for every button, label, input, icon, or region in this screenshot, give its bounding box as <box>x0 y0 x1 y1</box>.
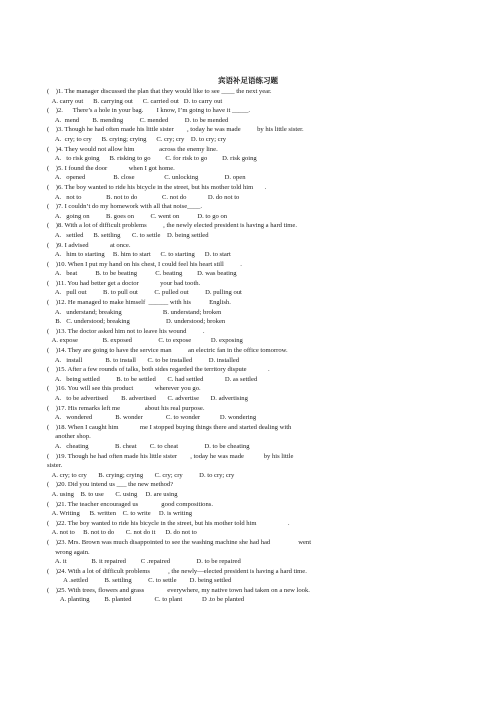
page-title: 宾语补足语练习题 <box>218 76 278 85</box>
line: ( )22. The boy wanted to ride his bicycle in the street, but his mother told him . <box>47 519 290 527</box>
line: ( )6. The boy wanted to ride his bicycle in the street, but his mother told him . <box>47 183 267 191</box>
line: A. opened B. close C. unlocking D. open <box>47 174 246 182</box>
line: ( )14. They are going to have the service man an electric fan in the office tomorrow. <box>47 347 288 355</box>
line: A. to be advertised B. advertised C. advertise D. advertising <box>47 395 248 402</box>
line: A. mend B. mending C. mended D. to be mended <box>47 116 229 124</box>
line: ( )17. His remarks left me about his real purpose. <box>47 404 205 412</box>
line: A. beat B. to be beating C. beating D. was beating <box>47 270 237 278</box>
line: ( )1. The manager discussed the plan that they would like to see ____ the next year. <box>47 88 272 95</box>
line: A. pull out B. to pull out C. pulled out D. pulling out <box>47 289 242 297</box>
line: A. planting B. planted C. to plant D .to be planted <box>47 596 245 604</box>
line: ( )11. You had better get a doctor your bad tooth. <box>47 279 201 287</box>
line: A. cry; to cry B. crying; crying C. cry; cry D. to cry; cry <box>47 471 235 479</box>
line: A. carry out B. carrying out C. carried out D. to carry out <box>47 97 223 105</box>
line: A. it B. it repaired C .repaired D. to be repaired <box>47 558 241 566</box>
line: A. understand; breaking B. understand; broken <box>47 308 222 316</box>
line: ( )12. He managed to make himself ______ with his English. <box>47 299 231 307</box>
line: ( )18. When I caught him me I stopped buying things there and started dealing with <box>47 423 292 431</box>
line: A. cry; to cry B. crying; crying C. cry; cry D. to cry; cry <box>47 135 227 143</box>
line: B. C. understood; breaking D. understood; broken <box>47 318 226 326</box>
line: A. install B. to install C. to be installed D. installed <box>47 356 240 364</box>
line: A. settled B. settling C. to settle D. being settled <box>47 231 209 239</box>
line: ( )5. I found the door when I got home. <box>47 164 175 172</box>
line: A. him to starting B. him to start C. to starting D. to start <box>47 251 231 259</box>
line: A. being settled B. to be settled C. had settled D. as settled <box>47 375 258 383</box>
line: A .settled B. settling C. to settle D. being settled <box>47 577 232 585</box>
line: A. using B. to use C. using D. are using <box>47 490 178 498</box>
line: A. wondered B. wonder C. to wonder D. wondering <box>47 414 257 422</box>
line: A. not to B. not to do C. not do D. do not to <box>47 193 240 201</box>
line: A. Writing B. written C. to write D. is writing <box>47 510 193 518</box>
line: another shop. <box>47 433 91 441</box>
line: ( )13. The doctor asked him not to leave his wound . <box>47 327 205 335</box>
line: ( )10. When I put my hand on his chest, I could feel his heart still . <box>47 260 242 268</box>
line: A. going on B. goes on C. went on D. to go on <box>47 212 228 220</box>
line: A. not to B. not to do C. not do it D. do not to <box>47 529 197 537</box>
line: ( )24. With a lot of difficult problems , the newly—elected president is having a hard time. <box>47 567 307 575</box>
line: sister. <box>47 462 63 470</box>
line: ( )25. With trees, flowers and grass everywhere, my native town had taken on a new look. <box>47 586 310 594</box>
line: A. to risk going B. risking to go C. for risk to go D. risk going <box>47 155 257 163</box>
line: ( )15. After a few rounds of talks, both sides regarded the territory dispute . <box>47 366 270 374</box>
line: ( )7. I couldn’t do my homework with all that noise____. <box>47 203 202 211</box>
line: ( )21. The teacher encouraged us good compositions. <box>47 500 213 508</box>
line: A. cheating B. cheat C. to cheat D. to be cheating <box>47 442 250 450</box>
line: ( )20. Did you intend us ___ the new method? <box>47 481 174 489</box>
exercise-lines <box>47 87 455 605</box>
line: ( )2. There’s a hole in your bag. I know, I’m going to have it _____. <box>47 107 251 115</box>
line: ( )23. Mrs. Brown was much disappointed to see the washing machine she had had went <box>47 538 312 546</box>
line: ( )8. With a lot of difficult problems , the newly elected president is having a hard time. <box>47 222 297 230</box>
line: ( )3. Though he had often made his little sister , today he was made by his little sister. <box>47 126 304 134</box>
line: A. expose B. exposed C. to expose D. exposing <box>47 337 243 345</box>
line: ( )9. I advised at once. <box>47 241 131 249</box>
line: ( )4. They would not allow him across the enemy line. <box>47 145 218 153</box>
line: ( )16. You will see this product wherever you go. <box>47 385 201 393</box>
line: wrong again. <box>47 548 90 556</box>
line: ( )19. Though he had often made his little sister , today he was made by his little <box>47 452 294 460</box>
